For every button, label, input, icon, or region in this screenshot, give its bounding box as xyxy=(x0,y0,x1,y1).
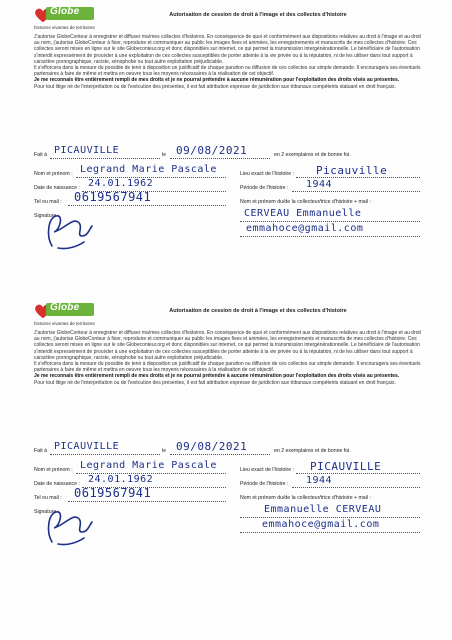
lieu-histoire-label: Lieu exact de l'histoire : xyxy=(240,171,295,177)
signature-label: Signature : xyxy=(34,213,60,219)
terms-paragraph-2: Il s'efforcera dans la mesure du possible de tenir à disposition un justificatif de chaque parution ou diffusion de ces collectes sur simple demande. Il encouragera ses éventuels partenaires à faire de même et mettra en oeuvre tous les moyens nécessaires à la réalisation de cet objectif. xyxy=(34,361,421,374)
document-title: Autorisation de cession de droit à l'image et des collectes d'histoire xyxy=(169,308,347,314)
nom-prenom-label: Nom et prénom : xyxy=(34,171,73,177)
lieu-histoire-value: Picauville xyxy=(316,164,388,177)
form-fields xyxy=(34,140,424,290)
date-naissance-label: Date de naissance : xyxy=(34,185,80,191)
terms-paragraph-4: Pour tout litige né de l'interprétation ou de l'exécution des présentes, il est fait attribution expresse de juridiction aux tribunaux compétents statuant en droit français. xyxy=(34,379,396,386)
signature-scribble xyxy=(38,206,98,254)
tel-mail-label: Tel ou mail : xyxy=(34,495,62,501)
lieu-histoire-label: Lieu exact de l'histoire : xyxy=(240,467,295,473)
collecteur-name-value: CERVEAU Emmanuelle xyxy=(244,208,362,219)
fait-a-label: Fait à xyxy=(34,152,47,158)
collecteur-email-value: emmahoce@gmail.com xyxy=(262,519,380,530)
date-naissance-value: 24.01.1962 xyxy=(88,178,154,189)
collecteur-label: Nom et prénom du/de la collecteur/trice d'histoire + mail : xyxy=(240,199,371,205)
date-naissance-label: Date de naissance : xyxy=(34,481,80,487)
fait-a-value: PICAUVILLE xyxy=(54,441,120,452)
terms-paragraph-2: Il s'efforcera dans la mesure du possible de tenir à disposition un justificatif de chaque parution ou diffusion de ces collectes sur simple demande. Il encouragera ses éventuels partenaires à faire de même et mettra en oeuvre tous les moyens nécessaires à la réalisation de cet objectif. xyxy=(34,65,421,78)
nom-prenom-label: Nom et prénom : xyxy=(34,467,73,473)
terms-paragraph-3: Je me reconnais être entièrement rempli de mes droits et je ne pourrai prétendre à aucune rémunération pour l'exploitation des droits visés au présentes. xyxy=(34,373,400,380)
collecteur-label: Nom et prénom du/de la collecteur/trice d'histoire + mail : xyxy=(240,495,371,501)
logo-text: Globe xyxy=(50,302,80,313)
exemplaires-label: en 2 exemplaires et de bonne foi. xyxy=(274,448,351,454)
nom-prenom-value: Legrand Marie Pascale xyxy=(80,164,217,175)
periode-histoire-value: 1944 xyxy=(306,179,333,190)
terms-text xyxy=(34,330,424,386)
form-fields xyxy=(34,436,424,586)
signature-scribble xyxy=(38,502,98,550)
fait-a-value: PICAUVILLE xyxy=(54,145,120,156)
date-value: 09/08/2021 xyxy=(176,440,248,453)
globeconteur-logo xyxy=(34,4,98,24)
tel-mail-value: 0619567941 xyxy=(74,486,152,500)
tagline: histoires vivantes de territoires xyxy=(34,321,95,326)
globeconteur-logo xyxy=(34,300,98,320)
terms-paragraph-3: Je me reconnais être entièrement rempli de mes droits et je ne pourrai prétendre à aucune rémunération pour l'exploitation des droits visés au présentes. xyxy=(34,77,400,84)
terms-paragraph-1: J'autorise GlobeConteur à enregistrer et diffuser ma/mes collectes d'histoires. En conséquence de quoi et conformément aux dispositions relatives au droit à l'image et au droit au nom, j'autorise GlobeConteur à fixer, reproduire et communiquer au public les images fixes et animées, les enregistrements et manuscrits de mes collectes d'histoire. Ces collectes seront mises en ligne sur le site Globeconteur.org et donc disponibles sur internet, ce qui permet la transmission intergénérationnelle. Le bénéficiaire de l'autorisation s'interdit expressément de procéder à une exploitation de ces collectes susceptibles de porter atteinte à la vie privée ou à la réputation, ni de les utiliser dans tout support à caractère pornographique, raciste, xénophobe ou tout autre exploitation préjudiciable. xyxy=(34,330,421,361)
authorization-form-1 xyxy=(0,0,452,300)
le-label: le xyxy=(162,152,167,158)
tel-mail-label: Tel ou mail : xyxy=(34,199,62,205)
signature-label: Signature : xyxy=(34,509,60,515)
logo-text: Globe xyxy=(50,6,80,17)
le-label: le xyxy=(162,448,167,454)
authorization-form-2 xyxy=(0,296,452,596)
terms-paragraph-1: J'autorise GlobeConteur à enregistrer et diffuser ma/mes collectes d'histoires. En conséquence de quoi et conformément aux dispositions relatives au droit à l'image et au droit au nom, j'autorise GlobeConteur à fixer, reproduire et communiquer au public les images fixes et animées, les enregistrements et manuscrits de mes collectes d'histoire. Ces collectes seront mises en ligne sur le site Globeconteur.org et donc disponibles sur internet, ce qui permet la transmission intergénérationnelle. Le bénéficiaire de l'autorisation s'interdit expressément de procéder à une exploitation de ces collectes susceptibles de porter atteinte à la vie privée ou à la réputation, ni de les utiliser dans tout support à caractère pornographique, raciste, xénophobe ou tout autre exploitation préjudiciable. xyxy=(34,34,421,65)
periode-histoire-label: Période de l'histoire : xyxy=(240,185,289,191)
date-value: 09/08/2021 xyxy=(176,144,248,157)
terms-text xyxy=(34,34,424,90)
document-title: Autorisation de cession de droit à l'image et des collectes d'histoire xyxy=(169,12,347,18)
lieu-histoire-value: PICAUVILLE xyxy=(310,460,382,473)
date-naissance-value: 24.01.1962 xyxy=(88,474,154,485)
fait-a-label: Fait à xyxy=(34,448,47,454)
periode-histoire-value: 1944 xyxy=(306,475,333,486)
tel-mail-value: 0619567941 xyxy=(74,190,152,204)
terms-paragraph-4: Pour tout litige né de l'interprétation ou de l'exécution des présentes, il est fait attribution expresse de juridiction aux tribunaux compétents statuant en droit français. xyxy=(34,83,396,90)
periode-histoire-label: Période de l'histoire : xyxy=(240,481,289,487)
collecteur-email-value: emmahoce@gmail.com xyxy=(246,223,364,234)
tagline: histoires vivantes de territoires xyxy=(34,25,95,30)
nom-prenom-value: Legrand Marie Pascale xyxy=(80,460,217,471)
exemplaires-label: en 2 exemplaires et de bonne foi. xyxy=(274,152,351,158)
collecteur-name-value: Emmanuelle CERVEAU xyxy=(264,504,382,515)
